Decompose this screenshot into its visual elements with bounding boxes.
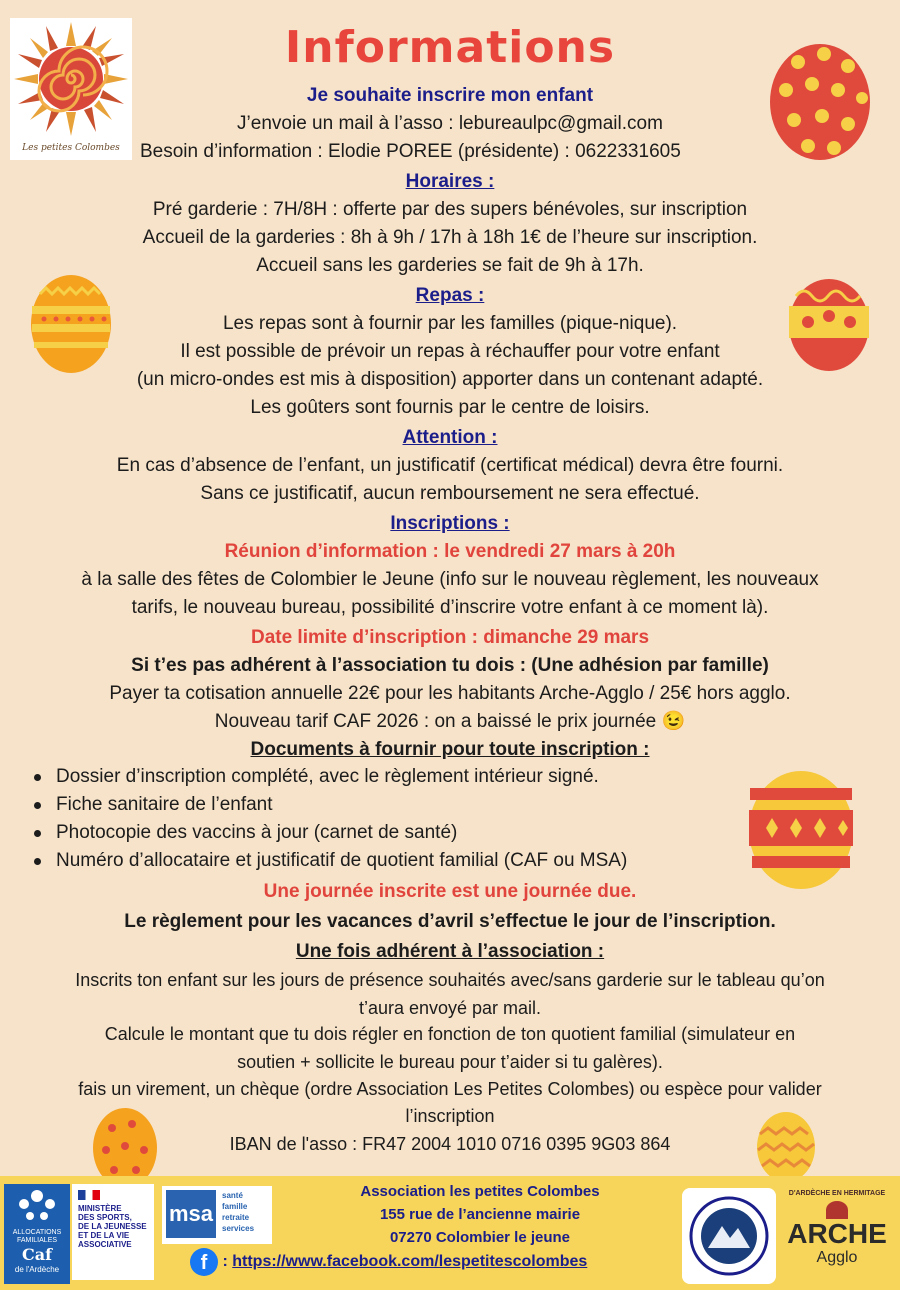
repas-line: Il est possible de prévoir un repas à réchauffer pour votre enfant — [180, 341, 720, 362]
iban-line: IBAN de l'asso : FR47 2004 1010 0716 0395 9G03 864 — [229, 1134, 671, 1154]
section-heading-repas: Repas : — [415, 285, 485, 306]
msa-logo — [162, 1186, 272, 1244]
arche-emblem-icon — [826, 1201, 848, 1219]
adherent-line: soutien + sollicite le bureau pour t’aider si tu galères). — [237, 1052, 663, 1072]
ministere-text: MINISTÈRE DES SPORTS, DE LA JEUNESSE ET DE LA VIE ASSOCIATIVE — [78, 1204, 147, 1249]
adherent-line: t’aura envoyé par mail. — [358, 998, 542, 1018]
attention-line: En cas d’absence de l’enfant, un justificatif (certificat médical) devra être fourni. — [116, 455, 784, 476]
contact-line: Besoin d’information : Elodie POREE (présidente) : 0622331605 — [140, 141, 681, 162]
cotisation-line: Payer ta cotisation annuelle 22€ pour les habitants Arche-Agglo / 25€ hors agglo. — [109, 683, 791, 704]
adherent-line: Inscrits ton enfant sur les jours de présence souhaités avec/sans garderie sur le tableau qu’on — [75, 970, 825, 990]
arche-top: D'ARDÈCHE EN HERMITAGE — [788, 1190, 886, 1197]
association-name: Association les petites Colombes — [360, 1183, 600, 1200]
adherent-line: Si t’es pas adhérent à l’association tu dois : (Une adhésion par famille) — [131, 655, 769, 676]
caf-logo — [4, 1184, 70, 1284]
reunion-line: tarifs, le nouveau bureau, possibilité d’inscrire votre enfant à ce moment là). — [131, 597, 769, 618]
reunion-info: Réunion d’information : le vendredi 27 mars à 20h — [224, 541, 676, 562]
caf-top: ALLOCATIONS FAMILIALES — [12, 1229, 62, 1244]
ministere-logo — [72, 1184, 154, 1280]
reglement-line: Le règlement pour les vacances d’avril s’effectue le jour de l’inscription. — [124, 911, 776, 932]
reunion-line: à la salle des fêtes de Colombier le Jeune (info sur le nouveau règlement, les nouveaux — [81, 569, 819, 590]
documents-list — [30, 763, 627, 875]
journee-due: Une journée inscrite est une journée due. — [263, 881, 637, 902]
section-heading-attention: Attention : — [402, 427, 498, 448]
french-flag-icon — [78, 1190, 100, 1200]
facebook-icon: f — [190, 1248, 218, 1276]
facebook-link[interactable]: f : https://www.facebook.com/lespetitescolombes — [190, 1248, 587, 1276]
repas-line: (un micro-ondes est mis à disposition) apporter dans un contenant adapté. — [136, 369, 764, 390]
repas-line: Les goûters sont fournis par le centre de loisirs. — [250, 397, 650, 418]
association-city: 07270 Colombier le jeune — [389, 1229, 571, 1246]
caf-family-icon — [4, 1184, 70, 1224]
msa-text: santé famille retraite services — [222, 1191, 255, 1233]
arche-sub: Agglo — [816, 1249, 858, 1266]
horaires-line: Pré garderie : 7H/8H : offerte par des supers bénévoles, sur inscription — [152, 199, 748, 220]
adherent-line: Calcule le montant que tu dois régler en fonction de ton quotient familial (simulateur en — [104, 1024, 796, 1044]
list-item: Fiche sanitaire de l’enfant — [30, 791, 627, 819]
list-item: Numéro d’allocataire et justificatif de quotient familial (CAF ou MSA) — [30, 847, 627, 875]
page-title: Informations — [284, 22, 616, 73]
easter-egg-icon — [748, 766, 854, 890]
arche-name: ARCHE — [787, 1218, 887, 1249]
facebook-url[interactable]: https://www.facebook.com/lespetitescolombes — [232, 1253, 588, 1271]
date-limite: Date limite d’inscription : dimanche 29 mars — [250, 627, 650, 648]
colombier-badge-icon — [682, 1188, 776, 1284]
repas-line: Les repas sont à fournir par les familles (pique-nique). — [222, 313, 678, 334]
association-address — [280, 1180, 680, 1249]
mail-line: J’envoie un mail à l’asso : lebureaulpc@gmail.com — [237, 113, 663, 134]
adherent-line: fais un virement, un chèque (ordre Association Les Petites Colombes) ou espèce pour valider — [78, 1079, 822, 1099]
logo-caption: Les petites Colombes — [22, 143, 120, 153]
caf-sub: de l'Ardèche — [14, 1265, 60, 1274]
horaires-line: Accueil de la garderies : 8h à 9h / 17h à 18h 1€ de l’heure sur inscription. — [142, 227, 758, 248]
caf-name: Caf — [22, 1245, 52, 1264]
list-item: Dossier d’inscription complété, avec le règlement intérieur signé. — [30, 763, 627, 791]
msa-badge: msa — [166, 1190, 216, 1238]
list-item: Photocopie des vaccins à jour (carnet de santé) — [30, 819, 627, 847]
subtitle: Je souhaite inscrire mon enfant — [306, 85, 594, 106]
section-heading-horaires: Horaires : — [405, 171, 495, 192]
horaires-line: Accueil sans les garderies se fait de 9h à 17h. — [256, 255, 644, 276]
documents-heading: Documents à fournir pour toute inscription : — [250, 739, 650, 760]
tarif-line: Nouveau tarif CAF 2026 : on a baissé le prix journée 😉 — [214, 711, 686, 732]
arche-logo — [778, 1190, 896, 1267]
colombier-logo — [682, 1188, 776, 1284]
attention-line: Sans ce justificatif, aucun remboursement ne sera effectué. — [200, 483, 700, 504]
adherent-line: l’inscription — [405, 1106, 495, 1126]
adherent-heading: Une fois adhérent à l’association : — [295, 941, 605, 962]
association-street: 155 rue de l’ancienne mairie — [379, 1206, 581, 1223]
section-heading-inscriptions: Inscriptions : — [390, 513, 510, 534]
